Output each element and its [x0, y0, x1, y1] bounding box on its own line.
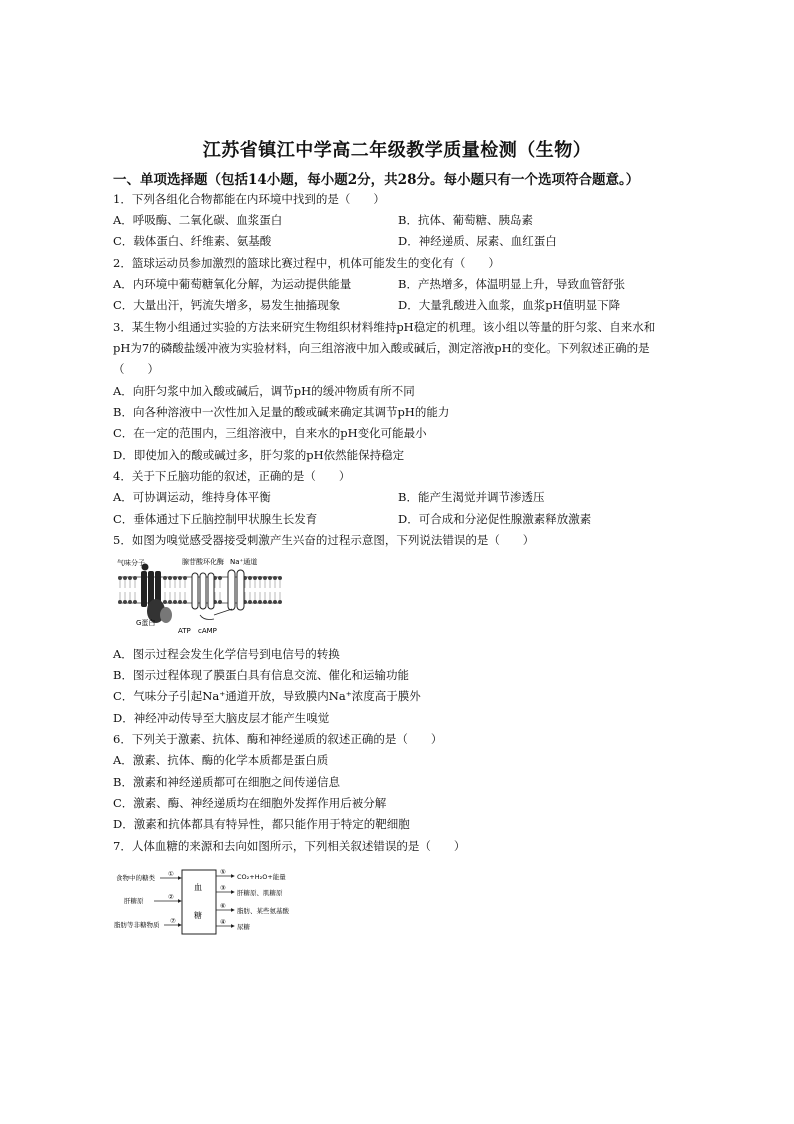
dest-glycogen: 肝糖原、肌糖原	[237, 889, 283, 897]
label-enzyme: 腺苷酸环化酶	[182, 558, 224, 566]
q5-stem: 5．如图为嗅觉感受器接受刺激产生兴奋的过程示意图，下列说法错误的是（ ）	[113, 533, 535, 547]
cell-membrane	[116, 575, 282, 605]
q7-stem: 7．人体血糖的来源和去向如图所示，下列相关叙述错误的是（ ）	[113, 839, 466, 853]
label-camp: cAMP	[198, 627, 217, 635]
num-6: ③	[220, 884, 226, 892]
num-2: ②	[168, 893, 174, 901]
q3-option-d: D．即使加入的酸或碱过多，肝匀浆的pH依然能保持稳定	[113, 448, 405, 462]
q4-option-b: B．能产生渴觉并调节渗透压	[398, 490, 545, 504]
num-7: ④	[220, 918, 226, 926]
q2-option-b: B．产热增多，体温明显上升，导致血管舒张	[398, 277, 625, 291]
label-g-protein: G蛋白	[136, 619, 156, 627]
q6-option-b: B．激素和神经递质都可在细胞之间传递信息	[113, 775, 340, 789]
label-channel: Na⁺通道	[230, 558, 258, 566]
section-heading: 一、单项选择题（包括14小题，每小题2分，共28分。每小题只有一个选项符合题意。）	[113, 172, 640, 188]
q2-option-c: C．大量出汗，钙流失增多，易发生抽搐现象	[113, 298, 341, 312]
label-odorant: 气味分子	[117, 559, 145, 567]
q3-option-c: C．在一定的范围内，三组溶液中，自来水的pH变化可能最小	[113, 426, 427, 440]
camp-arrow	[214, 609, 232, 615]
label-atp: ATP	[178, 627, 191, 635]
dest-urine-sugar: 尿糖	[237, 923, 250, 931]
page-title: 江苏省镇江中学高二年级教学质量检测（生物）	[202, 140, 592, 161]
q2-option-a: A．内环境中葡萄糖氧化分解，为运动提供能量	[113, 277, 352, 291]
q6-stem: 6．下列关于激素、抗体、酶和神经递质的叙述正确的是（ ）	[113, 732, 443, 746]
q1-option-d: D．神经递质、尿素、血红蛋白	[398, 234, 557, 248]
q4-option-c: C．垂体通过下丘脑控制甲状腺生长发育	[113, 512, 318, 526]
num-3: ⑦	[170, 917, 176, 925]
q1-stem: 1．下列各组化合物都能在内环境中找到的是（ ）	[113, 192, 385, 206]
q4-stem: 4．关于下丘脑功能的叙述，正确的是（ ）	[113, 469, 351, 483]
source-non-sugar: 脂肪等非糖物质	[114, 921, 160, 929]
q3-stem-line3: （ ）	[113, 362, 159, 376]
q6-option-c: C．激素、酶、神经递质均在细胞外发挥作用后被分解	[113, 796, 387, 810]
num-1: ①	[168, 870, 174, 878]
q5-option-a: A．图示过程会发生化学信号到电信号的转换	[113, 647, 340, 661]
q2-option-d: D．大量乳酸进入血浆，血浆pH值明显下降	[398, 298, 621, 312]
source-liver-glycogen: 肝糖原	[124, 897, 144, 905]
num-4: ⑥	[220, 902, 226, 910]
q6-option-a: A．激素、抗体、酶的化学本质都是蛋白质	[113, 753, 329, 767]
q1-option-c: C．载体蛋白、纤维素、氨基酸	[113, 234, 272, 248]
q3-stem-line2: pH为7的磷酸盐缓冲液为实验材料，向三组溶液中加入酸或碱后，测定溶液pH的变化。下列叙述正确的是	[113, 341, 650, 355]
adenylate-cyclase	[192, 573, 214, 609]
q6-option-d: D．激素和抗体都具有特异性，都只能作用于特定的靶细胞	[113, 817, 410, 831]
q2-stem: 2．篮球运动员参加激烈的篮球比赛过程中，机体可能发生的变化有（ ）	[113, 256, 500, 270]
q3-stem-line1: 3．某生物小组通过实验的方法来研究生物组织材料维持pH稳定的机理。该小组以等量的肝匀浆、自来水和	[113, 320, 656, 334]
box-label-bottom: 糖	[194, 911, 202, 920]
box-label-top: 血	[194, 883, 202, 892]
q1-option-b: B．抗体、葡萄糖、胰岛素	[398, 213, 533, 227]
blood-glucose-box	[182, 870, 216, 934]
olfactory-receptor-figure	[114, 555, 284, 637]
q5-option-d: D．神经冲动传导至大脑皮层才能产生嗅觉	[113, 711, 330, 725]
q4-option-a: A．可协调运动，维持身体平衡	[113, 490, 271, 504]
reaction-arrow	[200, 615, 214, 620]
dest-co2: CO₂+H₂O+能量	[237, 873, 286, 881]
num-5: ⑤	[220, 868, 226, 876]
q1-option-a: A．呼吸酶、二氧化碳、血浆蛋白	[113, 213, 283, 227]
q3-option-b: B．向各种溶液中一次性加入足量的酸或碱来确定其调节pH的能力	[113, 405, 450, 419]
q5-option-b: B．图示过程体现了膜蛋白具有信息交流、催化和运输功能	[113, 668, 409, 682]
q4-option-d: D．可合成和分泌促性腺激素释放激素	[398, 512, 592, 526]
source-food: 食物中的糖类	[116, 874, 155, 882]
blood-glucose-figure	[114, 868, 324, 938]
q5-option-c: C．气味分子引起Na⁺通道开放，导致膜内Na⁺浓度高于膜外	[113, 689, 421, 703]
dest-fat: 脂肪、某些氨基酸	[237, 907, 289, 915]
q3-option-a: A．向肝匀浆中加入酸或碱后，调节pH的缓冲物质有所不同	[113, 384, 415, 398]
